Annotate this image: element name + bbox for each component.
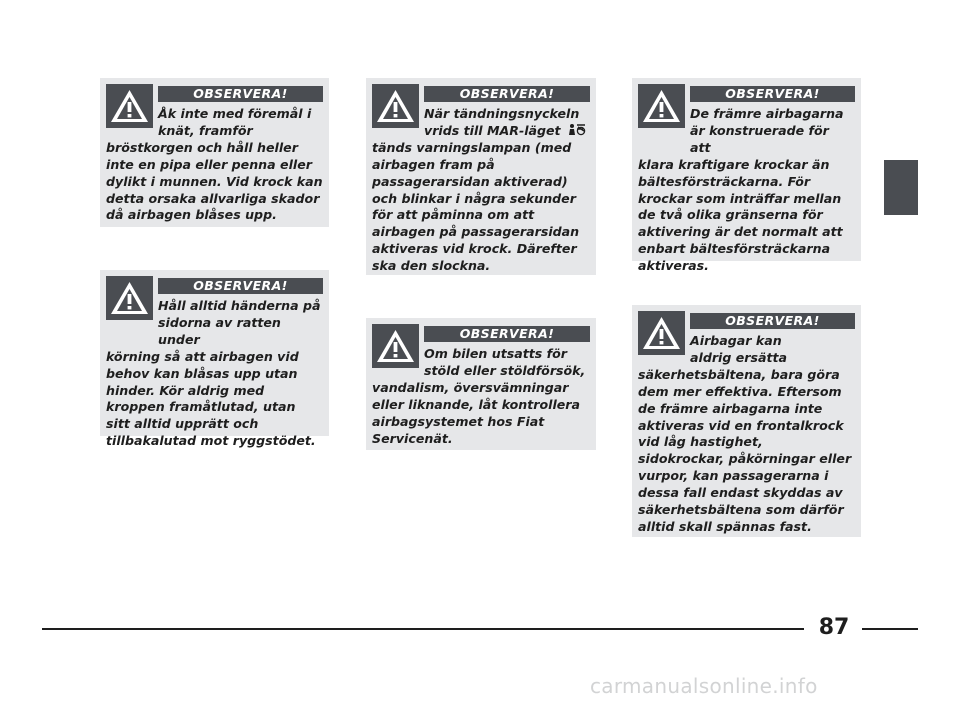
notice-lead: Airbagar kan aldrig ersätta xyxy=(690,333,788,365)
notice-box-seatbelts xyxy=(632,305,861,537)
notice-label: OBSERVERA! xyxy=(690,313,855,329)
notice-label: OBSERVERA! xyxy=(424,326,590,342)
notice-lead: Om bilen utsatts för stöld eller stöldförsök, xyxy=(424,346,586,378)
notice-box-pretensioners xyxy=(632,78,861,274)
notice-box-hands xyxy=(100,270,329,449)
notice-text xyxy=(638,333,853,536)
notice-lead xyxy=(372,106,588,140)
notice-text xyxy=(372,106,588,275)
notice-text xyxy=(106,106,323,224)
airbag-warning-lamp-icon xyxy=(567,123,587,137)
watermark: carmanualsonline.info xyxy=(590,674,818,698)
notice-box-objects xyxy=(100,78,329,227)
notice-lead: Håll alltid händerna på sidorna av ratten under xyxy=(158,298,321,347)
notice-box-theft xyxy=(366,318,596,450)
notice-box-ignition xyxy=(366,78,596,275)
notice-lead: De främre airbagarna är konstruerade för att xyxy=(690,106,844,155)
notice-label: OBSERVERA! xyxy=(158,278,323,294)
notice-label: OBSERVERA! xyxy=(158,86,323,102)
notice-body: bröstkorgen och håll heller inte en pipa eller penna eller dylikt i munnen. Vid krock kan detta orsaka allvarliga skador då airbagen blåses upp. xyxy=(106,139,323,223)
section-tab xyxy=(884,160,918,215)
footer-rule-left xyxy=(42,628,804,630)
notice-body: körning så att airbagen vid behov kan blåsas upp utan hinder. Kör aldrig med kroppen framåtlutad, utan sitt alltid upprätt och tillbakalutad mot ryggstödet. xyxy=(106,348,316,449)
notice-label: OBSERVERA! xyxy=(424,86,590,102)
notice-body: säkerhetsbältena, bara göra dem mer effektiva. Eftersom de främre airbagarna inte aktiveras vid en frontalkrock vid låg hastighet, sidokrockar, påkörningar eller vurpor, kan passagerarna i dessa fall endast skyddas av säkerhetsbältena som därför alltid skall spännas fast. xyxy=(638,366,852,534)
notice-text xyxy=(372,346,588,447)
notice-lead-text: När tändningsnyckeln vrids till MAR-läget xyxy=(424,106,580,138)
notice-body: klara kraftigare krockar än bältesförsträckarna. För krockar som inträffar mellan de två olika gränserna för aktivering är det normalt att enbart bältesförsträckarna aktiveras. xyxy=(638,156,843,274)
notice-text xyxy=(106,298,323,450)
notice-body: vandalism, översvämningar eller liknande, låt kontrollera airbagsystemet hos Fiat Servicenät. xyxy=(372,379,581,446)
notice-lead: Åk inte med föremål i knät, framför xyxy=(158,106,312,138)
notice-text xyxy=(638,106,853,275)
notice-body: tänds varningslampan (med airbagen fram på passagerarsidan aktiverad) och blinkar i några sekunder för att påminna om att airbagen på passagerarsidan aktiveras vid krock. Därefter ska den slockna. xyxy=(372,139,580,274)
page-number: 87 xyxy=(818,615,850,640)
notice-label: OBSERVERA! xyxy=(690,86,855,102)
footer-rule-right xyxy=(862,628,918,630)
